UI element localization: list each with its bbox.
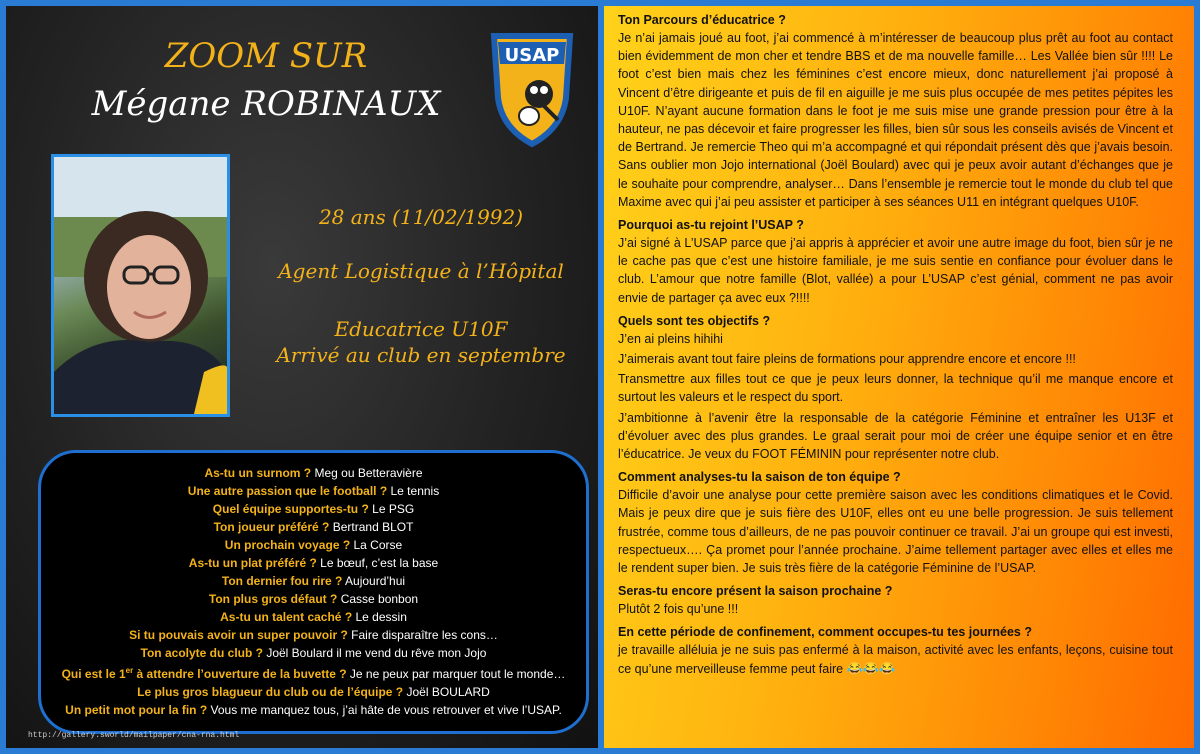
qa-item [41,644,586,662]
section-season [618,469,1173,577]
interview-content [618,12,1173,684]
section-title: Ton Parcours d’éducatrice ? [618,13,786,27]
qa-answer: Faire disparaître les cons… [351,628,498,642]
laughing-emoji-icon: 😂😂😂 [846,660,896,676]
qa-item [41,500,586,518]
section-paragraph: Transmettre aux filles tout ce que je peux leurs donner, la technique qu’il me manque encore et surtout les valeurs et le respect du sport. [618,372,1173,405]
role-text: Educatrice U10F [334,317,508,341]
qa-answer: Aujourd’hui [345,574,406,588]
section-title: Quels sont tes objectifs ? [618,313,771,328]
section-title: En cette période de confinement, comment occupes-tu tes journées ? [618,625,1032,640]
qa-item [41,482,586,500]
section-paragraph: J’ambitionne à l’avenir être la responsable de la catégorie Féminine et entraîner les U13F et d’évoluer avec des plus grandes. Le graal serait pour moi de créer une équipe senior et en être l’éducatrice. Je veux du FOOT FÉMININ pour représenter notre club. [618,410,1173,462]
qa-question: Ton joueur préféré ? [213,520,330,534]
qa-answer: Le tennis [390,484,440,498]
qa-answer: Je ne peux par marquer tout le monde… [349,667,566,681]
section-why-usap [618,217,1173,307]
section-paragraph: J’ai signé à L’USAP parce que j’ai appris à apprécier et avoir une autre image du foot, bien sûr je ne le cache pas que c’est une histoire familiale, je me suis sentie en confiance pour évoluer dans le club. L’amour que notre famille (Blot, vallée) a pour L’USAP c’est génial, comment ne pas avoir envie de partager ça avec eux ?!!!! [618,236,1173,305]
qa-answer: Le PSG [372,502,415,516]
qa-item [41,536,586,554]
qa-item [41,683,586,701]
qa-item [41,554,586,572]
qa-answer: La Corse [353,538,403,552]
qa-answer: Bertrand BLOT [332,520,414,534]
qa-item [41,464,586,482]
quick-questions-list [41,464,586,719]
qa-question: Ton acolyte du club ? [140,646,263,660]
section-paragraph: J’aimerais avant tout faire pleins de formations pour apprendre encore et encore !!! [618,352,1076,367]
job-text: Agent Logistique à l’Hôpital [278,259,564,283]
qa-answer: Joël BOULARD [406,685,490,699]
section-objectives [618,313,1173,463]
logo-text: USAP [504,45,560,66]
age-text: 28 ans (11/02/1992) [318,205,524,229]
qa-answer: Le dessin [355,610,407,624]
qa-question: Si tu pouvais avoir un super pouvoir ? [129,628,348,642]
qa-answer: Joël Boulard il me vend du rêve mon Jojo [266,646,487,660]
qa-item [41,518,586,536]
qa-answer: Vous me manquez tous, j’ai hâte de vous retrouver et vive l’USAP. [210,703,562,717]
section-confinement [618,624,1173,677]
profile-photo [51,154,230,417]
qa-item [41,572,586,590]
quick-questions-box [38,450,589,734]
qa-question: As-tu un talent caché ? [220,610,353,624]
qa-answer: Meg ou Betteravière [314,466,423,480]
interview-panel [604,6,1194,748]
qa-item [41,590,586,608]
qa-question: Qui est le 1er à attendre l’ouverture de la buvette ? [61,666,347,681]
section-paragraph: Plutôt 2 fois qu’une !!! [618,602,739,617]
arrival-text: Arrivé au club en septembre [276,343,566,367]
qa-item [41,626,586,644]
section-next-season [618,583,1173,618]
qa-question: Un prochain voyage ? [224,538,351,552]
qa-answer: Le bœuf, c’est la base [320,556,439,570]
section-title: Pourquoi as-tu rejoint l’USAP ? [618,218,804,233]
source-url[interactable]: http://gallery.sworld/mailpaper/cna-rna.html [28,731,240,740]
person-name: Mégane ROBINAUX [91,84,441,124]
section-paragraph: Difficile d’avoir une analyse pour cette première saison avec les conditions climatiques et le Covid. Mais je peux dire que je suis fière des U10F, elles ont eu une belle progression. Je suis tellement frustrée, comme tous d’ailleurs, de ne pas pouvoir continuer ce travail. J’ai un groupe qui est investi, respectueux…. Ça promet pour l’année prochaine. J’aime tellement partager avec elles et elles me le rendent super bien. Je suis très fière de la catégorie Féminine de l’USAP. [618,488,1173,576]
qa-question: Ton plus gros défaut ? [208,592,338,606]
qa-item [41,701,586,719]
section-paragraph: je travaille alléluia je ne suis pas enfermé à la maison, activité avec les enfants, leçons, cuisine tout ce qu’une merveilleuse femme peut faire 😂😂😂 [618,643,1173,676]
qa-item [41,662,586,683]
qa-question: Un petit mot pour la fin ? [65,703,208,717]
section-parcours [618,12,1173,211]
usap-logo [484,28,580,148]
section-paragraph: Je n’ai jamais joué au foot, j’ai commencé à m’intéresser de beaucoup plus prêt au foot au contact bien évidemment de mon cher et tendre BBS et de ma nouvelle famille… Les Vallée bien sûr !!!! Le foot c’est bien mais chez les féminines c’est encore mieux, donc naturellement j’ai proposé à Vincent d’être dirigeante et puis de fil en aiguille je me suis plus occupée de mes petites pépites les U10F. N’ayant aucune formation dans le foot je me suis mise une grande pression pour être à la hauteur, ne pas décevoir et faire progresser les filles, bien sûr sous les conseils avisés de Vincent et de Bertrand. Je remercie Theo qui m’a accompagné et qui répondait présent dès que j’avais besoin. Sans oublier mon Jojo international (Joël Boulard) avec qui je peux avoir autant d’échanges que je le souhaite pour comprendre, analyser… Dans l’ensemble je remercie tout le monde du club tel que Maxime avec qui j’ai peu assister et participer à ses séances U11 en intégrant quelques U10F. [618,31,1173,209]
qa-item [41,608,586,626]
section-title: Comment analyses-tu la saison de ton équipe ? [618,470,901,485]
qa-question: As-tu un surnom ? [204,466,312,480]
qa-question: Quel équipe supportes-tu ? [212,502,369,516]
zoom-heading: ZOOM SUR [164,36,368,76]
qa-question: Ton dernier fou rire ? [221,574,343,588]
qa-question: Le plus gros blagueur du club ou de l’équipe ? [137,685,404,699]
section-paragraph: J’en ai pleins hihihi [618,331,723,346]
qa-answer: Casse bonbon [340,592,419,606]
profile-panel [6,6,598,748]
qa-question: Une autre passion que le football ? [187,484,388,498]
section-title: Seras-tu encore présent la saison prochaine ? [618,584,893,599]
portrait-image [54,157,227,414]
qa-question: As-tu un plat préféré ? [188,556,317,570]
